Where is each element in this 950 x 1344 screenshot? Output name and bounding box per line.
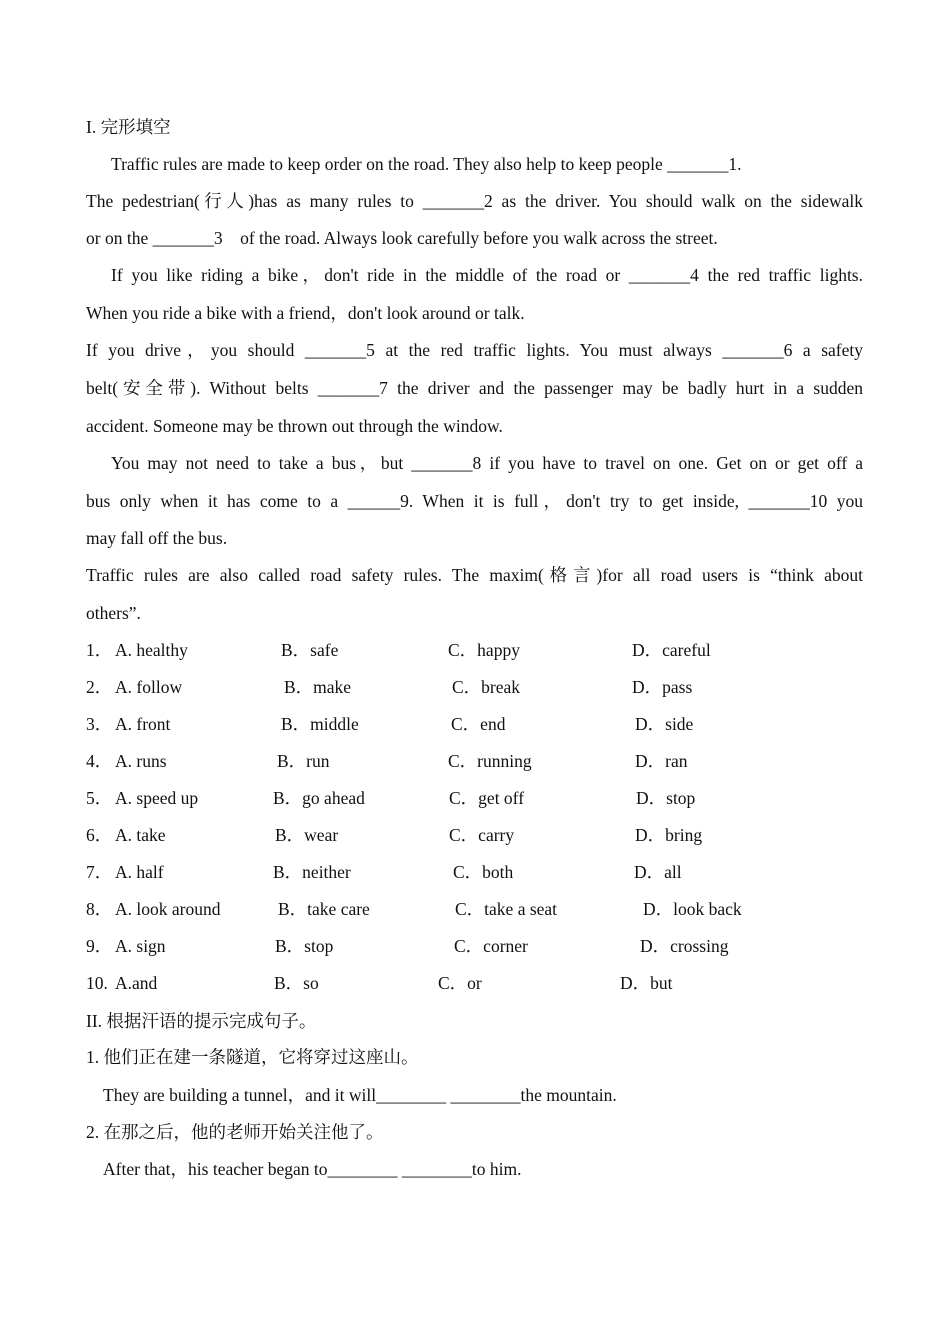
section-2-title: II. 根据汗语的提示完成句子。 [86,1011,317,1031]
section-1-title: I. 完形填空 [86,117,171,137]
passage-line-1: Traffic rules are made to keep order on the road. They also help to keep people _______1. [111,154,742,174]
option-d: D．but [620,973,673,993]
option-a: A. speed up [115,788,199,808]
option-c: C．both [453,862,514,882]
passage-line-4: If you like riding a bike，don't ride in the middle of the road or _______4 the red traffic lights. [111,265,863,285]
question-number: 7． [86,862,113,882]
passage-line-6: If you drive，you should _______5 at the red traffic lights. You must always _______6 a safety [86,340,863,360]
question-number: 10. [86,973,108,993]
option-b: B．wear [275,825,339,845]
option-a: A. half [115,862,164,882]
option-a: A. take [115,825,166,845]
option-b: B．take care [278,899,370,919]
option-a: A. follow [115,677,183,697]
option-a: A. front [115,714,171,734]
option-b: B．go ahead [273,788,365,808]
option-b: B．so [274,973,319,993]
option-d: D．careful [632,640,711,660]
passage-line-10: bus only when it has come to a ______9. When it is full，don't try to get inside, _______10 you [86,491,863,511]
passage-line-9: You may not need to take a bus，but _______8 if you have to travel on one. Get on or get off a [111,453,863,473]
option-d: D．all [634,862,682,882]
option-c: C．corner [454,936,528,956]
passage-line-8: accident. Someone may be thrown out through the window. [86,416,503,436]
passage-line-12: Traffic rules are also called road safety rules. The maxim(格言)for all road users is “think about [86,565,863,585]
passage-line-13: others”. [86,603,141,623]
option-a: A.and [115,973,158,993]
passage-line-2: The pedestrian(行人)has as many rules to _______2 as the driver. You should walk on the sidewalk [86,191,863,211]
question-number: 5． [86,788,113,808]
question-number: 1． [86,640,113,660]
option-d: D．ran [635,751,688,771]
option-d: D．pass [632,677,693,697]
option-c: C．get off [449,788,525,808]
question-number: 2． [86,677,113,697]
option-b: B．stop [275,936,334,956]
option-a: A. look around [115,899,221,919]
option-b: B．middle [281,714,359,734]
option-d: D．side [635,714,694,734]
option-c: C．carry [449,825,515,845]
question-number: 4． [86,751,113,771]
question-number: 8． [86,899,113,919]
option-c: C．happy [448,640,520,660]
option-b: B．neither [273,862,351,882]
option-c: C．or [438,973,482,993]
option-c: C．take a seat [455,899,558,919]
option-d: D．crossing [640,936,729,956]
sentence-1-chinese: 1. 他们正在建一条隧道，它将穿过这座山。 [86,1047,419,1067]
option-b: B．make [284,677,352,697]
option-c: C．end [451,714,506,734]
option-c: C．running [448,751,532,771]
sentence-1-english: They are building a tunnel，and it will________ ________the mountain. [103,1085,617,1105]
option-b: B．run [277,751,330,771]
question-number: 3． [86,714,113,734]
option-d: D．bring [635,825,703,845]
question-number: 6． [86,825,113,845]
option-a: A. runs [115,751,167,771]
option-a: A. healthy [115,640,188,660]
question-number: 9． [86,936,113,956]
passage-line-3: or on the _______3 of the road. Always look carefully before you walk across the street. [86,228,718,248]
option-c: C．break [452,677,521,697]
passage-line-11: may fall off the bus. [86,528,228,548]
sentence-2-chinese: 2. 在那之后，他的老师开始关注他了。 [86,1122,384,1142]
option-d: D．stop [636,788,696,808]
option-b: B．safe [281,640,339,660]
sentence-2-english: After that，his teacher began to________ ________to him. [103,1159,522,1179]
option-d: D．look back [643,899,742,919]
passage-line-5: When you ride a bike with a friend，don't look around or talk. [86,303,525,323]
passage-line-7: belt(安全带). Without belts _______7 the driver and the passenger may be badly hurt in a sudden [86,378,863,398]
option-a: A. sign [115,936,166,956]
